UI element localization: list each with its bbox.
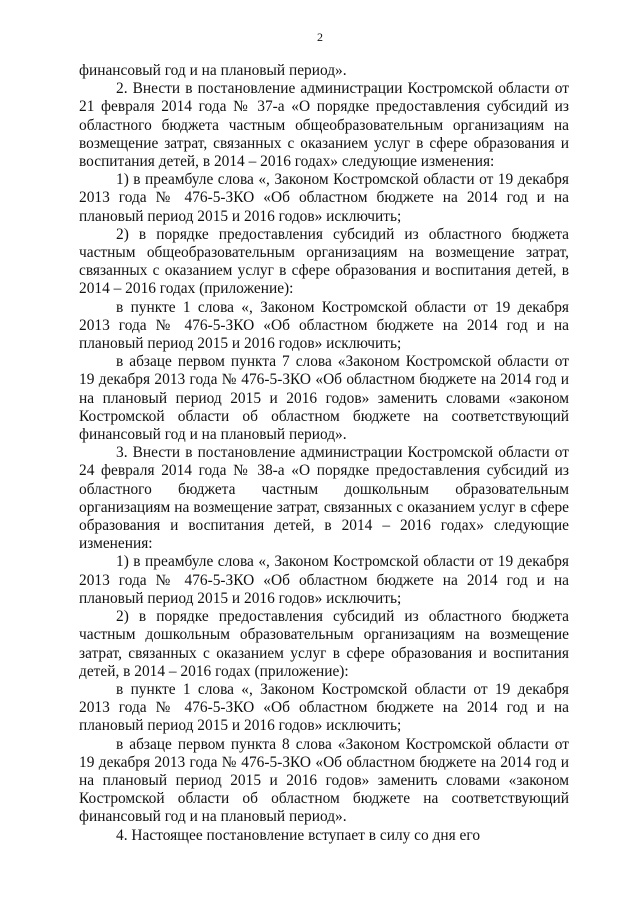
paragraph-item-2-2: 2) в порядке предоставления субсидий из областного бюджета частным общеобразовательным организациям на возмещение затрат, связанных с оказанием услуг в сфере образования и воспитания детей, в 2014 – 2016 годах (приложение): [79,225,569,298]
paragraph-item-2-2-point-7: в абзаце первом пункта 7 слова «Законом Костромской области от 19 декабря 2013 года № 476-5-ЗКО «Об областном бюджете на 2014 год и на плановый период 2015 и 2016 годов» заменить словами «законом Костромской области об областном бюджете на соответствующий финансовый год и на плановый период». [79,353,569,444]
paragraph-item-3-1: 1) в преамбуле слова «, Законом Костромской области от 19 декабря 2013 года № 476-5-ЗКО «Об областном бюджете на 2014 год и на плановый период 2015 и 2016 годов» исключить; [79,553,569,607]
paragraph-item-4: 4. Настоящее постановление вступает в силу со дня его [116,826,481,844]
paragraph-item-3-2-point-1: в пункте 1 слова «, Законом Костромской области от 19 декабря 2013 года № 476-5-ЗКО «Об областном бюджете на 2014 год и на плановый период 2015 и 2016 годов» исключить; [79,680,569,735]
paragraph-item-3-2: 2) в порядке предоставления субсидий из областного бюджета частным дошкольным образовательным организациям на возмещение затрат, связанных с оказанием услуг в сфере образования и воспитания детей, в 2014 – 2016 годах (приложение): [79,608,569,680]
document-body [79,62,569,845]
paragraph-continuation: финансовый год и на плановый период». [79,62,347,79]
paragraph-item-2-2-point-1: в пункте 1 слова «, Законом Костромской области от 19 декабря 2013 года № 476-5-ЗКО «Об областном бюджете на 2014 год и на плановый период 2015 и 2016 годов» исключить; [79,298,569,353]
paragraph-item-2: 2. Внести в постановление администрации Костромской области от 21 февраля 2014 года № 37-а «О порядке предоставления субсидий из областного бюджета частным общеобразовательным организациям на возмещение затрат, связанных с оказанием услуг в сфере образования и воспитания детей, в 2014 – 2016 годах» следующие изменения: [79,80,569,171]
paragraph-item-3: 3. Внести в постановление администрации Костромской области от 24 февраля 2014 года № 38-а «О порядке предоставления субсидий из областного бюджета частным дошкольным образовательным организациям на возмещение затрат, связанных с оказанием услуг в сфере образования и воспитания детей, в 2014 – 2016 годах» следующие изменения: [79,444,569,553]
page-number: 2 [317,30,323,44]
paragraph-item-3-2-point-8: в абзаце первом пункта 8 слова «Законом Костромской области от 19 декабря 2013 года № 476-5-ЗКО «Об областном бюджете на 2014 год и на плановый период 2015 и 2016 годов» заменить словами «законом Костромской области об областном бюджете на соответствующий финансовый год и на плановый период». [79,735,569,826]
paragraph-item-2-1: 1) в преамбуле слова «, Законом Костромской области от 19 декабря 2013 года № 476-5-ЗКО «Об областном бюджете на 2014 год и на плановый период 2015 и 2016 годов» исключить; [79,171,569,225]
